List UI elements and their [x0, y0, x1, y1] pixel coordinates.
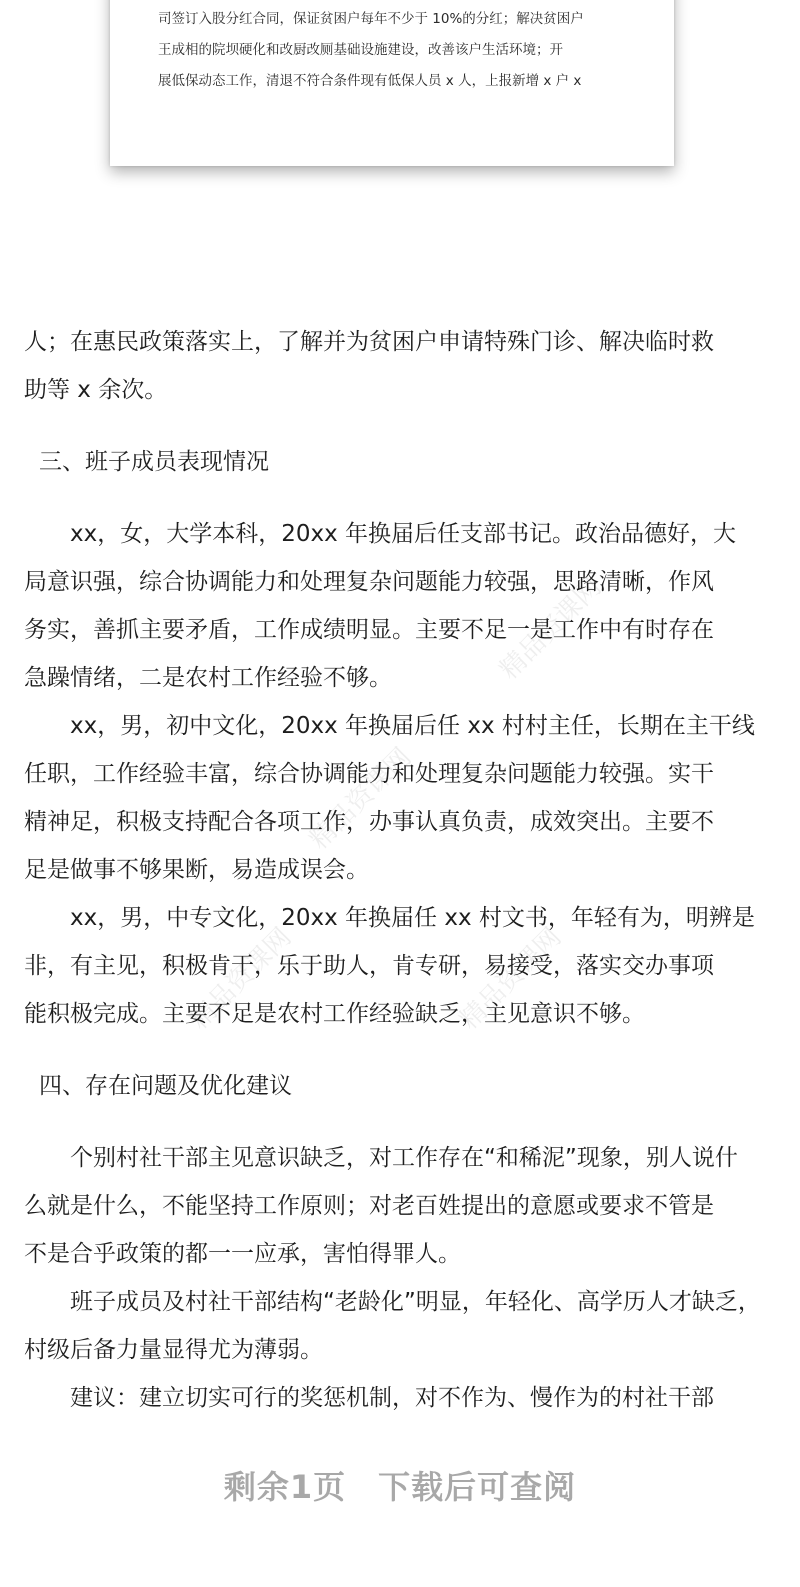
- watermark: 精品资课网: [184, 922, 298, 1036]
- preview-line: 司签订入股分红合同，保证贫困户每年不少于 10%的分红；解决贫困户: [158, 11, 584, 27]
- paragraph-line: 局意识强，综合协调能力和处理复杂问题能力较强，思路清晰，作风: [24, 569, 714, 595]
- paragraph-line: 村级后备力量显得尤为薄弱。: [24, 1337, 323, 1363]
- paragraph-line: 足是做事不够果断，易造成误会。: [24, 857, 369, 883]
- paragraph-line: 精神足，积极支持配合各项工作，办事认真负责，成效突出。主要不: [24, 809, 714, 835]
- watermark: 精品资课网: [494, 572, 608, 686]
- paragraph-line: xx，男，中专文化，20xx 年换届任 xx 村文书，年轻有为，明辨是: [70, 905, 755, 931]
- paragraph-line: 非，有主见，积极肯干，乐于助人，肯专研，易接受，落实交办事项: [24, 953, 714, 979]
- document-body: [24, 318, 768, 1422]
- paragraph-line: 急躁情绪，二是农村工作经验不够。: [24, 665, 392, 691]
- paragraph-line: 不是合乎政策的都一一应承，害怕得罪人。: [24, 1241, 461, 1267]
- section-heading: 四、存在问题及优化建议: [39, 1073, 292, 1099]
- paragraph-line: 务实，善抓主要矛盾，工作成绩明显。主要不足一是工作中有时存在: [24, 617, 714, 643]
- paragraph-line: 人；在惠民政策落实上，了解并为贫困户申请特殊门诊、解决临时救: [24, 329, 714, 355]
- remaining-pages-label[interactable]: 剩余1页: [223, 1468, 347, 1506]
- previous-page-preview: [110, 0, 674, 166]
- paragraph-line: 班子成员及村社干部结构“老龄化”明显，年轻化、高学历人才缺乏，: [70, 1289, 761, 1315]
- paragraph-line: 任职，工作经验丰富，综合协调能力和处理复杂问题能力较强。实干: [24, 761, 714, 787]
- download-prompt[interactable]: [0, 1462, 800, 1508]
- watermark: 精品资课网: [304, 742, 418, 856]
- paragraph-line: 么就是什么，不能坚持工作原则；对老百姓提出的意愿或要求不管是: [24, 1193, 714, 1219]
- paragraph-line: 助等 x 余次。: [24, 377, 168, 403]
- preview-line: 展低保动态工作，清退不符合条件现有低保人员 x 人，上报新增 x 户 x: [158, 73, 582, 89]
- paragraph-line: 个别村社干部主见意识缺乏，对工作存在“和稀泥”现象，别人说什: [70, 1145, 738, 1171]
- paragraph-line: 建议：建立切实可行的奖惩机制，对不作为、慢作为的村社干部: [70, 1385, 714, 1411]
- preview-line: 王成相的院坝硬化和改厨改厕基础设施建设，改善该户生活环境；开: [158, 42, 563, 58]
- section-heading: 三、班子成员表现情况: [39, 449, 269, 475]
- preview-text: [158, 4, 648, 97]
- download-to-view-label[interactable]: 下载后可查阅: [378, 1468, 577, 1506]
- paragraph-line: 能积极完成。主要不足是农村工作经验缺乏，主见意识不够。: [24, 1001, 645, 1027]
- paragraph-line: xx，男，初中文化，20xx 年换届后任 xx 村村主任，长期在主干线: [70, 713, 755, 739]
- paragraph-line: xx，女，大学本科，20xx 年换届后任支部书记。政治品德好，大: [70, 521, 737, 547]
- watermark: 精品资课网: [454, 922, 568, 1036]
